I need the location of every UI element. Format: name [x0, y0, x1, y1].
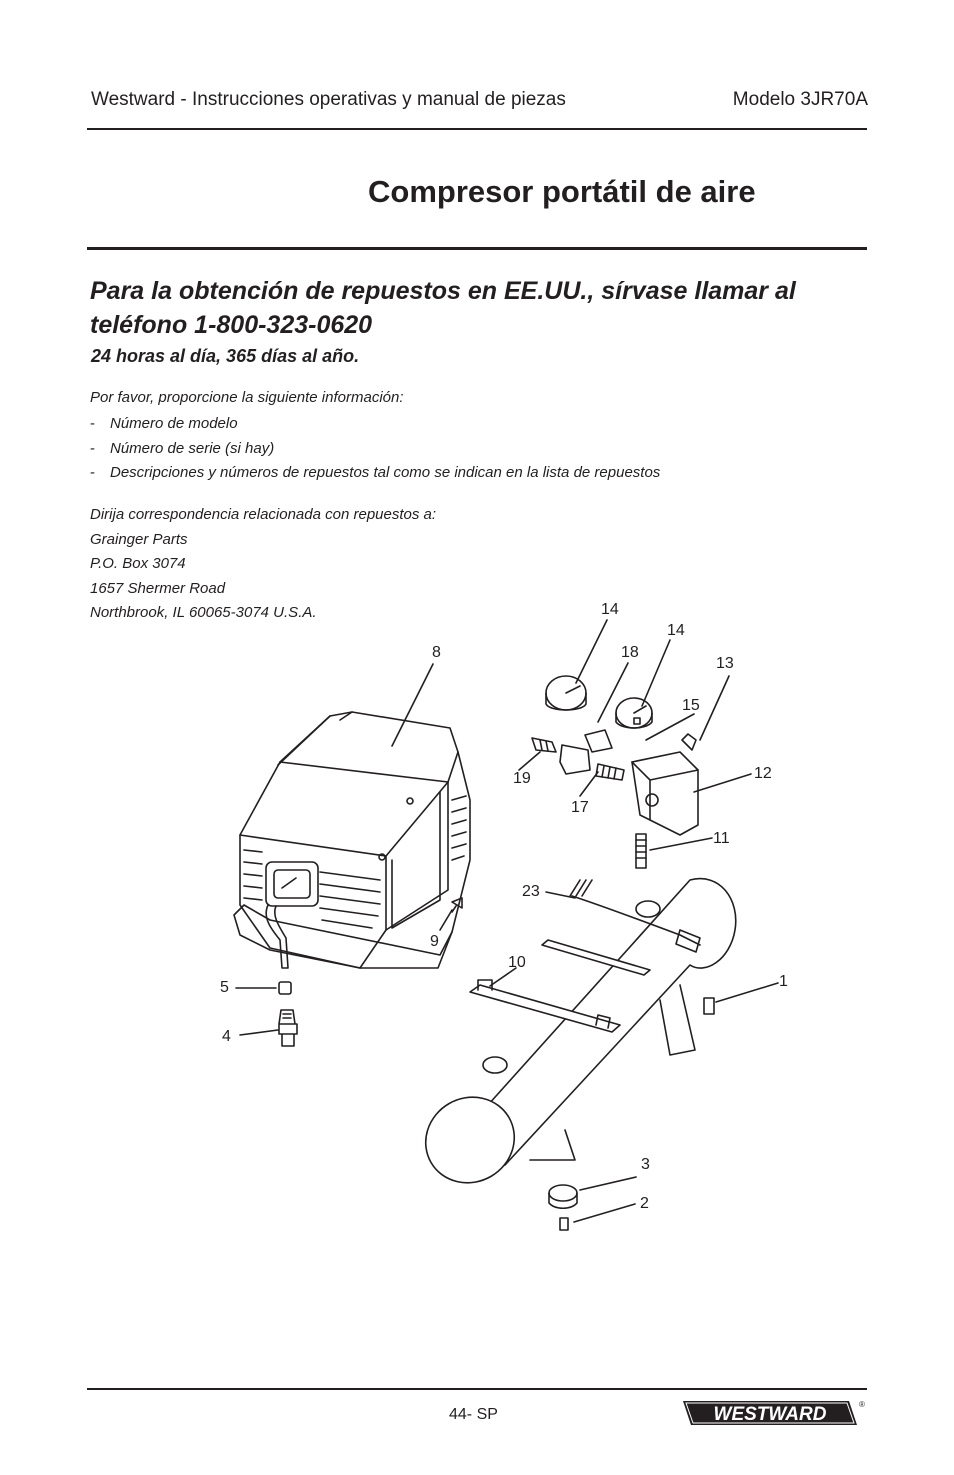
page-title: Compresor portátil de aire — [368, 174, 756, 209]
callout-15: 15 — [682, 697, 700, 714]
callout-2: 2 — [640, 1195, 649, 1212]
air-tank — [410, 879, 736, 1199]
callout-17: 17 — [571, 799, 589, 816]
callout-1: 1 — [779, 973, 788, 990]
page-number: 44- SP — [449, 1406, 498, 1423]
list-item: - Número de serie (si hay) — [90, 439, 275, 457]
list-item: - Número de modelo — [90, 415, 238, 432]
running-header-title: Westward - Instrucciones operativas y manual de piezas — [91, 89, 566, 110]
callout-4: 4 — [222, 1028, 231, 1045]
westward-logo — [681, 1394, 866, 1432]
running-header-model: Modelo 3JR70A — [732, 89, 868, 110]
callout-9: 9 — [430, 933, 439, 950]
callout-11: 11 — [713, 830, 730, 847]
callout-12: 12 — [754, 765, 772, 782]
callout-10: 10 — [508, 954, 526, 971]
callout-8: 8 — [432, 644, 441, 661]
address-line: Dirija correspondencia relacionada con repuestos a: — [90, 506, 437, 523]
callout-18: 18 — [621, 644, 639, 661]
callout-5: 5 — [220, 979, 229, 996]
address-line: 1657 Shermer Road — [90, 579, 226, 597]
list-item: - Descripciones y números de repuestos tal como se indican en la lista de repuestos — [90, 464, 661, 482]
parts-hours-subheading: 24 horas al día, 365 días al año. — [91, 346, 360, 366]
callout-14b: 14 — [667, 622, 685, 639]
callout-14a: 14 — [601, 601, 619, 618]
parts-intro: Por favor, proporcione la siguiente información: — [90, 389, 404, 406]
footer-rule — [87, 1388, 867, 1390]
callout-19: 19 — [513, 770, 531, 787]
motor-shroud — [234, 712, 470, 968]
svg-text:WESTWARD: WESTWARD — [713, 1404, 827, 1425]
callout-3: 3 — [641, 1156, 650, 1173]
callout-13: 13 — [716, 655, 734, 672]
callout-23: 23 — [522, 883, 540, 900]
address-line: Northbrook, IL 60065-3074 U.S.A. — [90, 604, 317, 622]
address-line: Grainger Parts — [90, 530, 188, 548]
svg-text:®: ® — [859, 1400, 865, 1409]
address-line: P.O. Box 3074 — [90, 555, 186, 573]
parts-phone-heading: Para la obtención de repuestos en EE.UU., sírvase llamar al teléfono 1-800-323-0620 — [90, 277, 796, 339]
